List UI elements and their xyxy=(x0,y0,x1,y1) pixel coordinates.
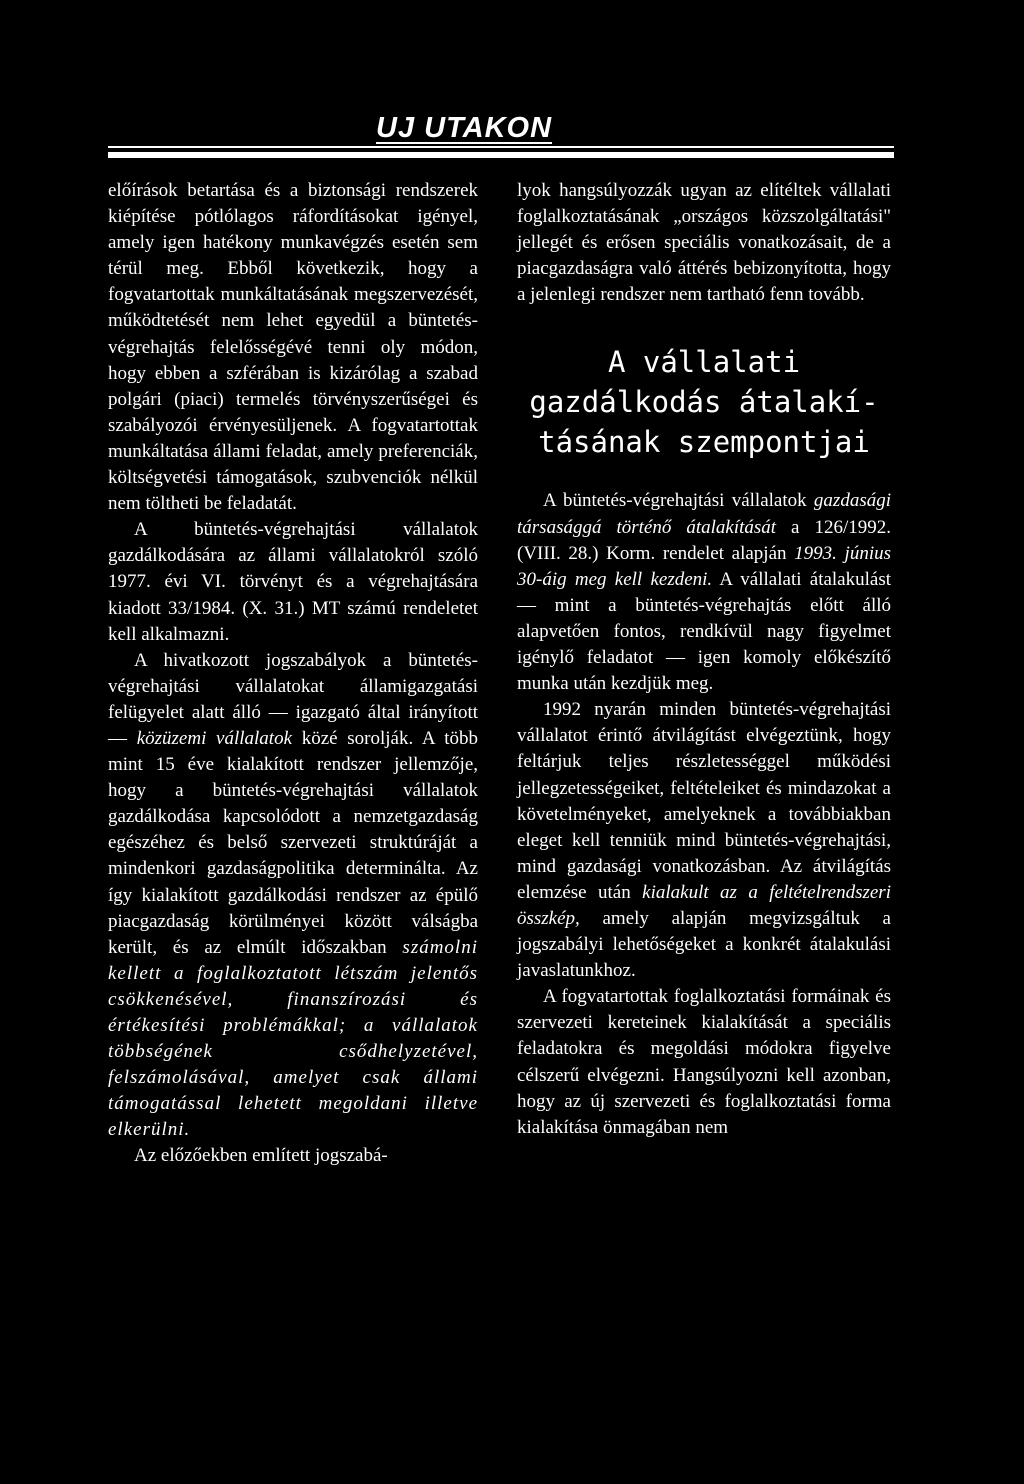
right-paragraph-2-emphasis-2: 1993. június 30-áig meg kell kezdeni. xyxy=(517,542,891,590)
header-rule-thick xyxy=(108,152,894,158)
right-paragraph-3 xyxy=(517,697,891,984)
running-header-title: UJ UTAKON xyxy=(376,112,553,144)
left-paragraph-3-text-b: közé sorolják. A több mint 15 éve kialakított rendszer jellemzője, hogy a büntetés-végrehajtási vállalatok gazdálkodása kapcsolódott a nemzetgazdaság egészéhez és belső szervezeti struktúráját a mindenkori gazdaságpolitika determinálta. Az így kialakított gazdálkodási rendszer az épülő piacgazdaság körülményei között válságba került, és az elmúlt időszakban xyxy=(108,727,478,958)
right-paragraph-4: A fogvatartottak foglalkoztatási formáinak és szervezeti kereteinek kialakítását a speciális feladatokra és megoldási módokra figyelve célszerű elvégezni. Hangsúlyozni kell azonban, hogy az új szervezeti és foglalkoztatási forma kialakítása önmagában nem xyxy=(517,986,891,1138)
right-column xyxy=(517,178,891,1141)
left-paragraph-3-emphasis: közüzemi vállalatok xyxy=(136,727,293,749)
left-paragraph-3 xyxy=(108,648,478,1144)
right-paragraph-1: lyok hangsúlyozzák ugyan az elítéltek vállalati foglalkoztatásának „országos közszolgáltatási" jellegét és erősen speciális vonatkozásait, de a piacgazdaságra való áttérés bebizonyította, hogy a jelenlegi rendszer nem tartható fenn tovább. xyxy=(517,180,891,306)
right-paragraph-3-text-b: amely alapján megvizsgáltuk a jogszabályi lehetőségeket a konkrét átalakulási javaslatunkhoz. xyxy=(517,907,891,982)
left-paragraph-3-emphasis-2: számolni kellett a foglalkoztatott létszám jelentős csökkenésével, finanszírozási és értékesítési problémákkal; a vállalatok többségének csődhelyzetével, felszámolásával, amelyet csak állami támogatással lehetett megoldani illetve elkerülni. xyxy=(108,936,478,1141)
section-heading-line-3: tásának szempontjai xyxy=(538,425,870,460)
left-column xyxy=(108,178,478,1170)
section-heading xyxy=(517,342,891,462)
left-paragraph-4: Az előzőekben említett jogszabá- xyxy=(134,1145,388,1167)
left-paragraph-3-text-a: A hivatkozott jogszabályok a büntetés-végrehajtási vállalatokat államigazgatási felügyelet alatt álló — igazgató által irányított — xyxy=(108,649,478,749)
right-paragraph-2-text-c: A vállalati átalakulást — mint a büntetés-végrehajtás előtt álló alapvetően fontos, rendkívül nagy figyelmet igénylő feladatot — igen komoly előkészítő munka után kezdjük meg. xyxy=(517,568,891,695)
section-heading-line-1: A vállalati xyxy=(607,345,801,380)
right-paragraph-2-text-a: A büntetés-végrehajtási vállalatok xyxy=(543,490,814,512)
left-paragraph-1: előírások betartása és a biztonsági rendszerek kiépítése pótlólagos ráfordításokat igényel, amely igen hatékony munkavégzés esetén sem térül meg. Ebből következik, hogy a fogvatartottak munkáltatásának megszervezését, működtetését nem lehet egyedül a büntetés-végrehajtás felelősségévé tenni oly módon, hogy ebben a szférában is kizárólag a szabad polgári (piaci) termelés törvényszerűségei és szabályozói érvényesüljenek. A fogvatartottak munkáltatása állami feladat, amely preferenciák, költségvetési támogatások, szubvenciók nélkül nem töltheti be feladatát. xyxy=(108,180,478,515)
right-paragraph-3-emphasis: kialakult az a feltételrendszeri összkép, xyxy=(517,881,891,929)
right-paragraph-2-text-b: a 126/1992. (VIII. 28.) Korm. rendelet alapján xyxy=(517,516,891,564)
header-rule-thin xyxy=(108,146,894,148)
right-paragraph-2-emphasis: gazdasági társasággá történő átalakítását xyxy=(517,490,891,538)
section-heading-line-2: gazdálkodás átalakí- xyxy=(529,385,879,420)
right-paragraph-2 xyxy=(517,488,891,697)
right-paragraph-3-text-a: 1992 nyarán minden büntetés-végrehajtási vállalatot érintő átvilágítást elvégeztünk, hogy feltárjuk teljes részletességgel működési jellegzetességeiket, feltételeiket és mindazokat a követelményeket, amelyeknek a továbbiakban eleget kell tenniük mind büntetés-végrehajtási, mind gazdasági vonatkozásban. Az átvilágítás elemzése után xyxy=(517,699,891,903)
left-paragraph-2: A büntetés-végrehajtási vállalatok gazdálkodására az állami vállalatokról szóló 1977. évi VI. törvényt és a végrehajtására kiadott 33/1984. (X. 31.) MT számú rendeletet kell alkalmazni. xyxy=(108,519,478,645)
